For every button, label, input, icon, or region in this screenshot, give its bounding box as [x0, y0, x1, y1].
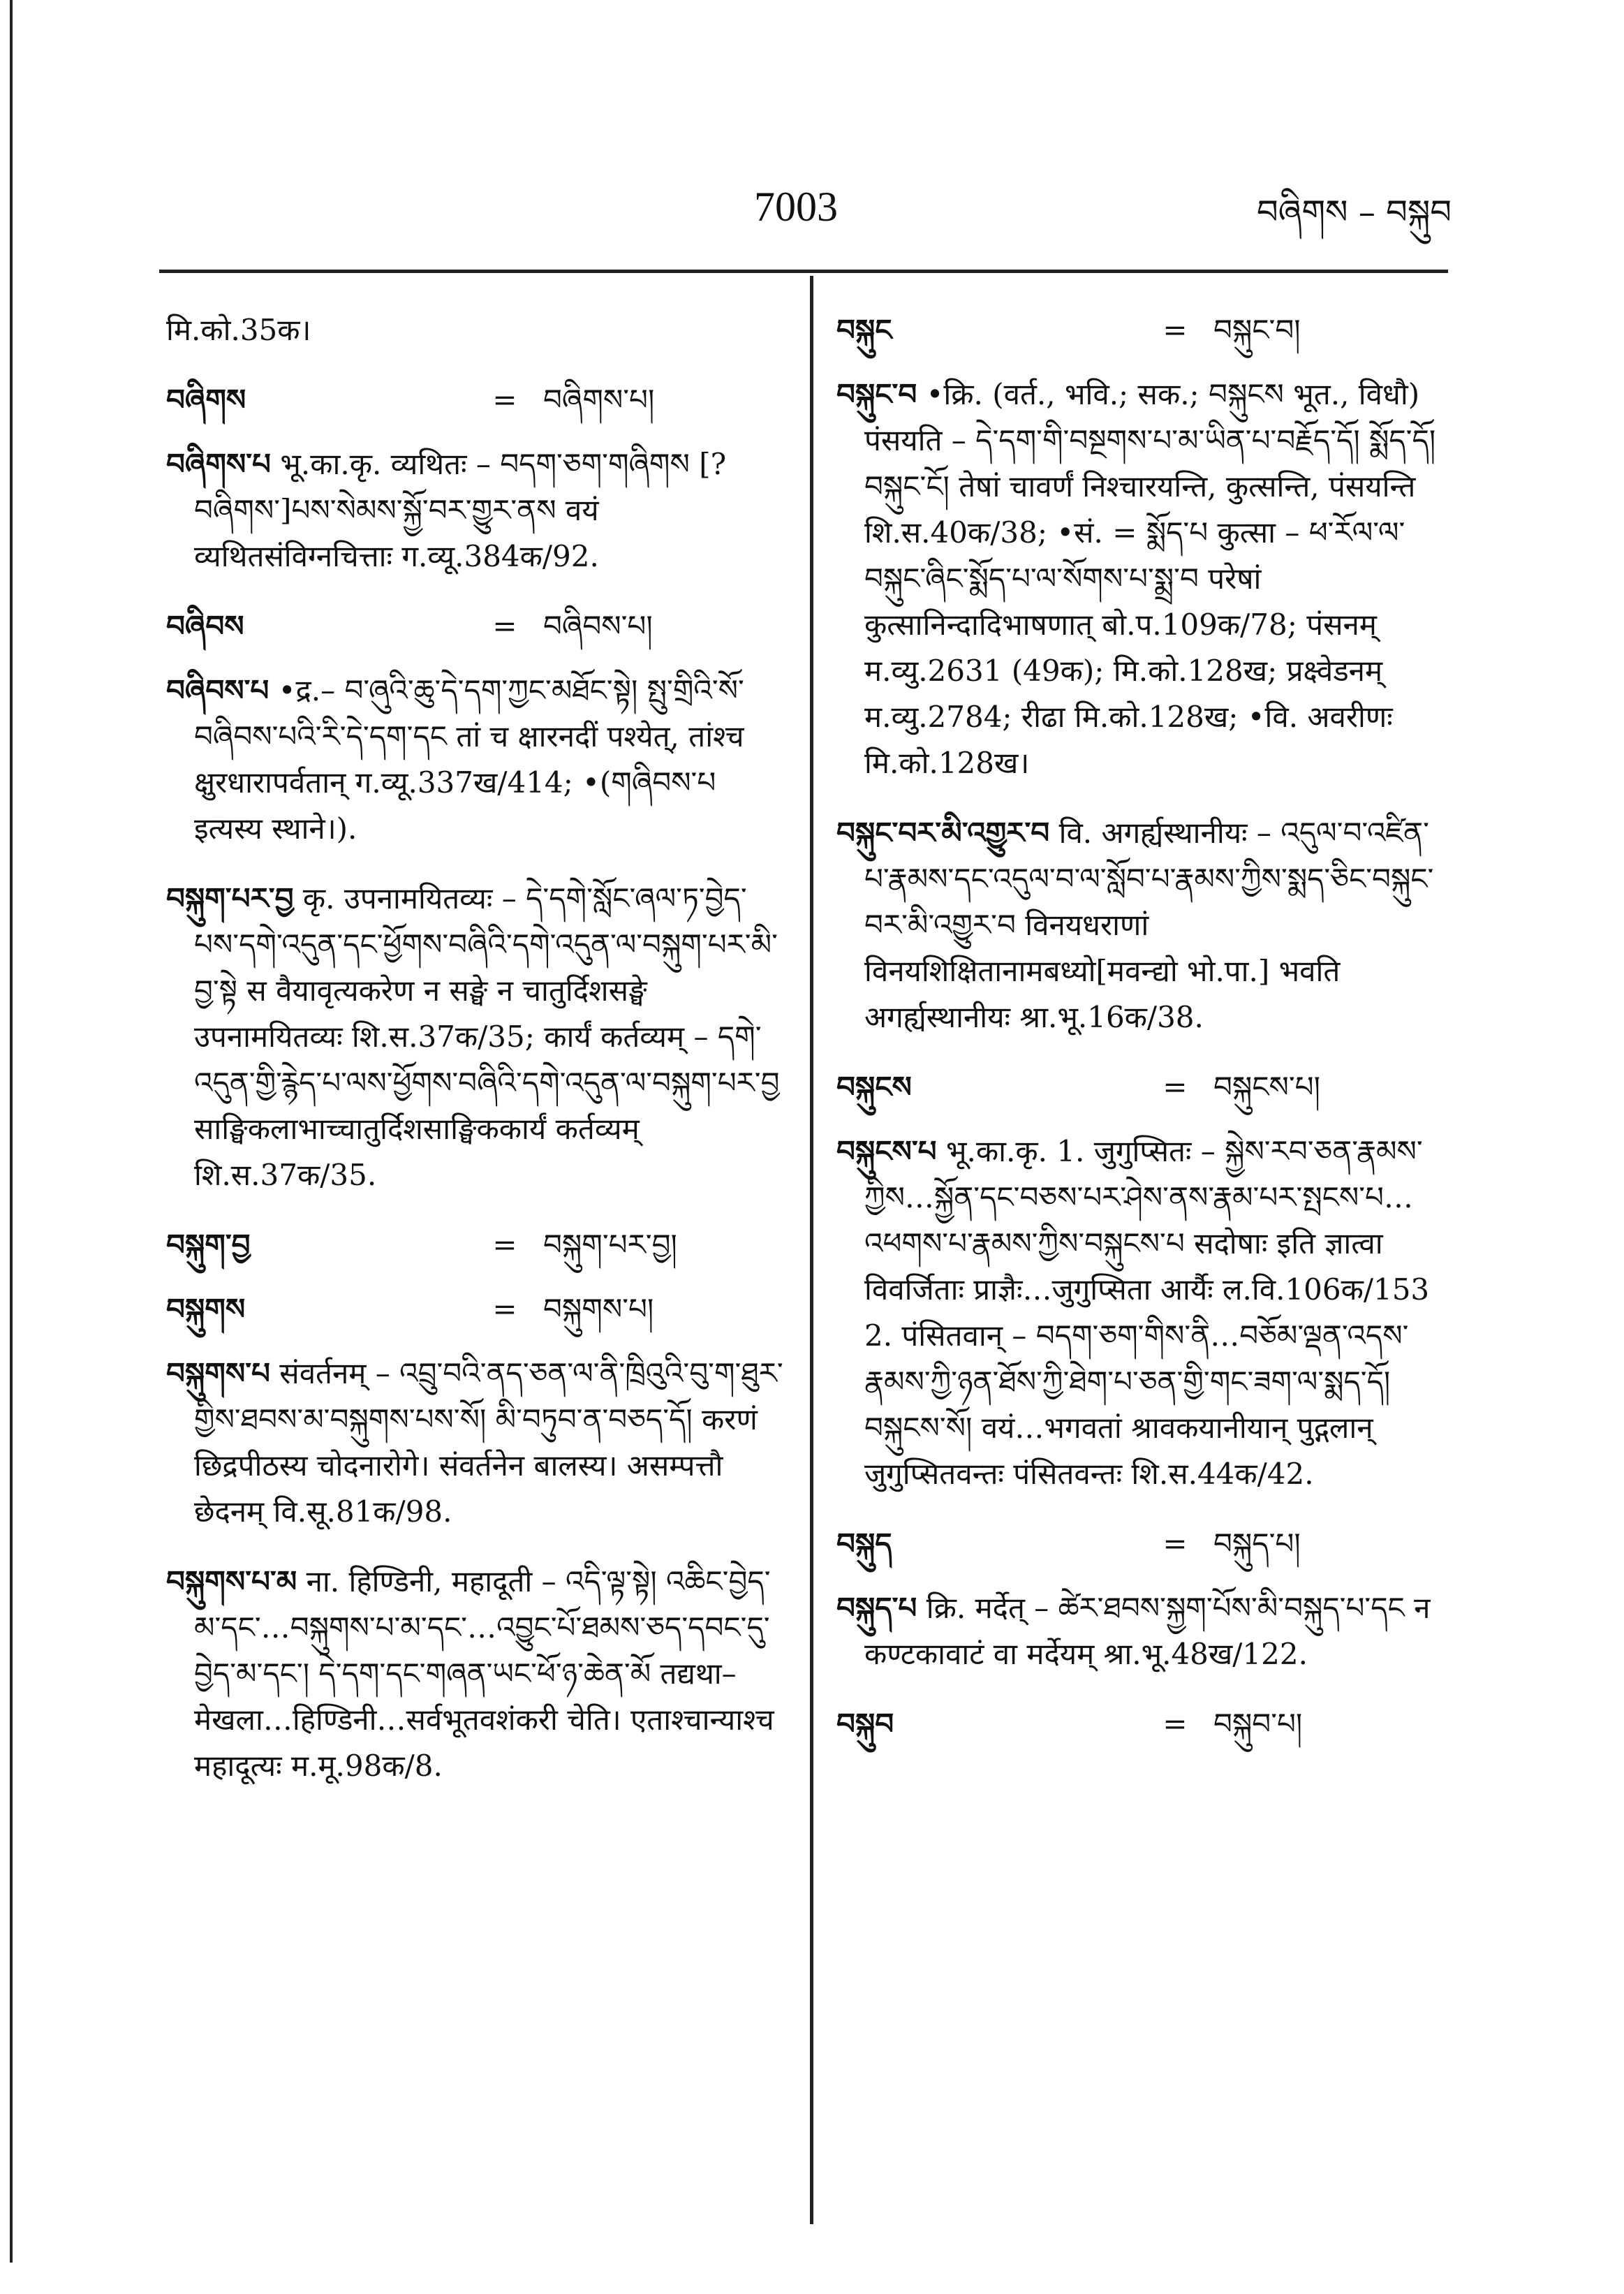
headword: བསྐུགས་པ — [166, 1356, 270, 1390]
cross-reference — [166, 377, 788, 423]
target-headword: བསྐུད་པ། — [1213, 1527, 1301, 1561]
dictionary-entry — [836, 810, 1451, 1041]
target-headword: བསྐུག་པར་བྱ། — [543, 1228, 677, 1262]
definition: संवर्तनम् – འབྲུ་བའི་ནད་ཅན་ལ་ནི་ཁྲིའུའི་བུ་ག་ཐུར་གྱིས་ཐབས་མ་བསྐུགས་པས་སོ། མི་བཏུབ་ན་བཅད་དོ། करणं छिद्रपीठस्य चोदनारोगे। संवर्तनेन बालस्य। असम्पत्तौ छेदनम् वि.सू.81क/98. — [194, 1356, 783, 1529]
headword: བསྐུངས་པ — [836, 1134, 937, 1168]
dictionary-entry — [166, 876, 788, 1198]
target-headword: བཞིབས་པ། — [543, 609, 653, 643]
page-number: 7003 — [754, 184, 838, 230]
dictionary-entry — [166, 1351, 788, 1535]
equals-sign: = — [1162, 1707, 1188, 1741]
cross-reference — [166, 1222, 788, 1268]
definition: कृ. उपनामयितव्यः – དེ་དགེ་སློང་ཞལ་ཏ་བྱེད་པས་དགེ་འདུན་དང་ཕྱོགས་བཞིའི་དགེ་འདུན་ལ་བསྐུག་པར་མི་བྱ་སྟེ स वैयावृत्यकरेण न सङ्घे न चातुर्दिशसङ्घे उपनामयितव्यः शि.स.37क/35; कार्यं कर्तव्यम् – དགེ་འདུན་གྱི་རྙེད་པ་ལས་ཕྱོགས་བཞིའི་དགེ་འདུན་ལ་བསྐུག་པར་བྱ साङ्घिकलाभाच्चातुर्दिशसाङ्घिककार्यं कर्तव्यम् शि.स.37क/35. — [194, 881, 780, 1192]
dictionary-entry — [836, 1585, 1451, 1677]
right-column — [836, 307, 1451, 1765]
definition: •द्र.– བ་ཞུའི་ཆུ་དེ་དག་ཀྱང་མཐོང་སྟེ། སྤུ་གྲིའི་སོ་བཞིབས་པའི་རི་དེ་དག་དང तां च क्षारनदीं पश्येत्, तांश्च क्षुरधारापर्वतान् ग.व्यू.337ख/414; •(གཞིབས་པ इत्यस्य स्थाने।). — [194, 673, 744, 846]
headword: བཞིགས — [166, 383, 246, 417]
binding-edge-line — [10, 0, 13, 2263]
dictionary-entry — [836, 1128, 1451, 1497]
continuation-text: मि.को.35क। — [166, 313, 311, 347]
cross-reference — [166, 1286, 788, 1332]
dictionary-entry — [166, 1559, 788, 1789]
headword: བསྐུགས — [166, 1292, 246, 1326]
definition: वि. अगर्ह्यस्थानीयः – འདུལ་བ་འཛིན་པ་རྣམས་དང་འདུལ་བ་ལ་སློབ་པ་རྣམས་ཀྱིས་སྨད་ཅིང་བསྐུང་བར་མི་འགྱུར་བ विनयधराणां विनयशिक्षितानामबध्यो[मवन्द्यो भो.पा.] भवति अगर्ह्यस्थानीयः श्रा.भू.16क/38. — [864, 816, 1434, 1034]
headword: བསྐུབ — [836, 1707, 894, 1741]
header-rule — [159, 270, 1448, 273]
headword: བསྐུད — [836, 1527, 892, 1561]
target-headword: བསྐུགས་པ། — [543, 1292, 654, 1326]
target-headword: བསྐུབ་པ། — [1213, 1707, 1303, 1741]
running-head: བཞིགས – བསྐུབ — [1257, 193, 1452, 232]
definition: भू.का.कृ. 1. जुगुप्सितः – སྐྱེས་རབ་ཅན་རྣམས་ཀྱིས…སྐྱོན་དང་བཅས་པར་ཤེས་ནས་རྣམ་པར་སྤངས་པ…འཕགས་པ་རྣམས་ཀྱིས་བསྐུངས་པ सदोषाः इति ज्ञात्वा विवर्जिताः प्राज्ञैः…जुगुप्सिता आर्यैः ल.वि.106क/153 2. पंसितवान् – བདག་ཅག་གིས་ནི…བཅོམ་ལྡན་འདས་རྣམས་ཀྱི་ཉན་ཐོས་ཀྱི་ཐེག་པ་ཅན་གྱི་གང་ཟག་ལ་སྨད་དོ། བསྐུངས་སོ། वयं…भगवतां श्रावकयानीयान् पुद्गलान् जुगुप्सितवन्तः पंसितवन्तः शि.स.44क/42. — [864, 1134, 1430, 1491]
headword: བཞིབས — [166, 609, 244, 643]
cross-reference — [166, 603, 788, 649]
definition: ना. हिण्डिनी, महादूती – འདི་ལྟ་སྟེ། འཆིང་བྱེད་མ་དང་…བསྐུགས་པ་མ་དང་…འབྱུང་པོ་ཐམས་ཅད་དབང་དུ་བྱེད་མ་དང་། དེ་དག་དང་གཞན་ཡང་ཕོ་ཉ་ཆེན་མོ तद्यथा–मेखला…हिण्डिनी…सर्वभूतवशंकरी चेति। एताश्चान्याश्च महादूत्यः म.मू.98क/8. — [194, 1564, 774, 1783]
target-headword: བསྐུངས་པ། — [1213, 1070, 1320, 1104]
cross-reference — [836, 1701, 1451, 1747]
equals-sign: = — [1162, 313, 1188, 347]
target-headword: བཞིགས་པ། — [543, 383, 655, 417]
dictionary-entry — [836, 372, 1451, 786]
headword: བསྐུང — [836, 313, 892, 347]
equals-sign: = — [1162, 1070, 1188, 1104]
cross-reference — [836, 307, 1451, 353]
definition: क्रि. मर्देत् – ཚེར་ཐབས་སྐྱག་པོས་མི་བསྐུད་པ་དང न कण्टकावाटं वा मर्देयम् श्रा.भू.48ख/122. — [864, 1591, 1431, 1671]
headword: བསྐུད་པ — [836, 1591, 917, 1625]
headword: བསྐུངས — [836, 1070, 912, 1104]
headword: བསྐུག་པར་བྱ — [166, 881, 294, 916]
cross-reference — [836, 1064, 1451, 1110]
headword: བཞིབས་པ — [166, 673, 270, 707]
definition: •क्रि. (वर्त., भवि.; सक.; བསྐུངས भूत., विधौ) पंसयति – དེ་དག་གི་བསྔགས་པ་མ་ཡིན་པ་བརྗོད་དོ། སྨོད་དོ། བསྐུང་ངོ། तेषां चावर्णं निश्चारयन्ति, कुत्सन्ति, पंसयन्ति शि.स.40क/38; •सं. = སྨོད་པ कुत्सा – ཕ་རོལ་ལ་བསྐུང་ཞིང་སྨོད་པ་ལ་སོགས་པ་སྨྲ་བ परेषां कुत्सानिन्दादिभाषणात् बो.प.109क/78; पंसनम् म.व्यु.2631 (49क); मि.को.128ख; प्रक्ष्वेडनम् म.व्यु.2784; रीढा मि.को.128ख; •वि. अवरीणः मि.को.128ख। — [864, 377, 1436, 780]
headword: བསྐུང་བར་མི་འགྱུར་བ — [836, 816, 1050, 850]
equals-sign: = — [492, 1228, 517, 1262]
column-divider — [810, 276, 813, 2224]
equals-sign: = — [1162, 1527, 1188, 1561]
headword: བསྐུག་བྱ — [166, 1228, 251, 1262]
dictionary-entry — [166, 668, 788, 852]
equals-sign: = — [492, 383, 517, 417]
dictionary-entry — [166, 441, 788, 580]
equals-sign: = — [492, 1292, 517, 1326]
left-column — [166, 307, 788, 1813]
headword: བཞིགས་པ — [166, 447, 271, 481]
equals-sign: = — [492, 609, 517, 643]
definition: भू.का.कृ. व्यथितः – བདག་ཅག་གཞིགས [? བཞིགས་]པས་སེམས་སྐྱོ་བར་གྱུར་ནས वयं व्यथितसंविग्नचित्ताः ग.व्यू.384क/92. — [194, 447, 727, 573]
cross-reference — [836, 1521, 1451, 1567]
target-headword: བསྐུང་བ། — [1213, 313, 1301, 347]
headword: བསྐུགས་པ་མ — [166, 1564, 297, 1598]
headword: བསྐུང་བ — [836, 377, 917, 411]
